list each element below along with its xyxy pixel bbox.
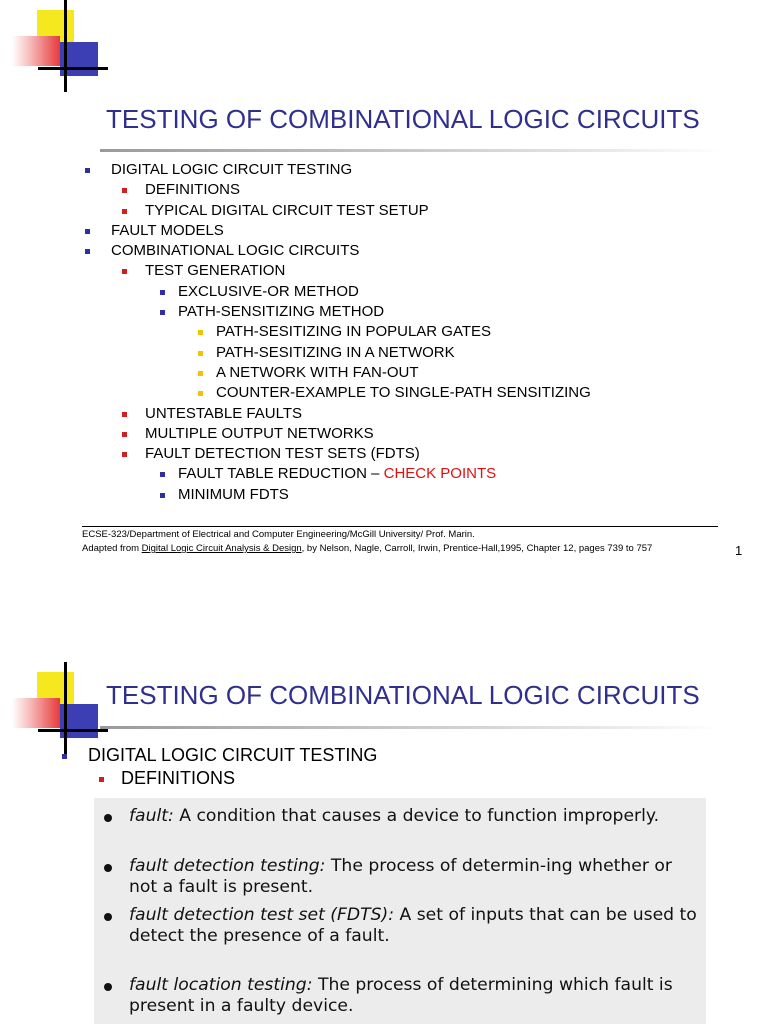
- outline-item: [0, 160, 591, 180]
- outline-item: [0, 464, 591, 484]
- outline-item-text: COUNTER-EXAMPLE TO SINGLE-PATH SENSITIZING: [216, 384, 591, 402]
- square-bullet-icon: [85, 249, 90, 254]
- round-bullet-icon: [104, 983, 112, 991]
- square-bullet-icon: [160, 493, 165, 498]
- footer-source-line: [82, 543, 652, 554]
- outline-item: [0, 363, 591, 383]
- slide-2: [0, 640, 768, 1024]
- outline-item: [0, 201, 591, 221]
- square-bullet-icon: [122, 188, 127, 193]
- outline-item: [0, 444, 591, 464]
- outline-item: [0, 180, 591, 200]
- square-bullet-icon: [85, 168, 90, 173]
- outline-item-text: A NETWORK WITH FAN-OUT: [216, 363, 419, 381]
- outline-item: [0, 302, 591, 322]
- footer-suffix: , by Nelson, Nagle, Carroll, Irwin, Prentice-Hall,1995, Chapter 12, pages 739 to 757: [301, 543, 653, 554]
- page-number: 1: [735, 543, 743, 558]
- square-bullet-icon: [160, 310, 165, 315]
- footer-divider: [82, 526, 718, 527]
- footer-book-title: Digital Logic Circuit Analysis & Design: [141, 543, 302, 554]
- subheading-text: DEFINITIONS: [121, 768, 236, 788]
- round-bullet-icon: [104, 864, 112, 872]
- outline-item-text: EXCLUSIVE-OR METHOD: [178, 282, 359, 300]
- square-bullet-icon: [99, 777, 104, 782]
- definition-body: A condition that causes a device to function improperly.: [173, 806, 660, 826]
- square-bullet-icon: [62, 754, 67, 759]
- outline-item-text: FAULT TABLE REDUCTION –: [178, 465, 384, 483]
- square-bullet-icon: [122, 209, 127, 214]
- outline-item-text: PATH-SESITIZING IN A NETWORK: [216, 343, 455, 361]
- outline-item-text: PATH-SENSITIZING METHOD: [178, 303, 385, 321]
- square-bullet-icon: [122, 452, 127, 457]
- footer-prefix: Adapted from: [82, 543, 142, 554]
- outline-item: [0, 343, 591, 363]
- definitions-scan: [94, 798, 706, 1024]
- outline-item-text: TEST GENERATION: [145, 262, 286, 280]
- definition-body: The process of determin-ing whether or not a fault is present.: [129, 856, 672, 897]
- definition-term: fault detection test set (FDTS):: [129, 905, 395, 925]
- square-bullet-icon: [160, 290, 165, 295]
- definition-text: [129, 975, 704, 1017]
- square-bullet-icon: [122, 432, 127, 437]
- square-bullet-icon: [85, 229, 90, 234]
- outline-list: [0, 160, 591, 505]
- square-bullet-icon: [122, 269, 127, 274]
- slide-1-title: TESTING OF COMBINATIONAL LOGIC CIRCUITS: [106, 104, 700, 134]
- round-bullet-icon: [104, 814, 112, 822]
- outline-item-text: FAULT DETECTION TEST SETS (FDTS): [145, 445, 420, 463]
- outline-item-text: COMBINATIONAL LOGIC CIRCUITS: [111, 242, 360, 260]
- slide-logo-decoration: [0, 0, 110, 110]
- outline-item-text: TYPICAL DIGITAL CIRCUIT TEST SETUP: [145, 201, 429, 219]
- outline-item: [0, 282, 591, 302]
- outline-item: [0, 485, 591, 505]
- definition-body: A set of inputs that can be used to detect the presence of a fault.: [129, 905, 697, 946]
- list-item: [0, 767, 377, 790]
- square-bullet-icon: [160, 472, 165, 477]
- outline-item: [0, 424, 591, 444]
- definition-term: fault detection testing:: [129, 856, 326, 876]
- list-item: [0, 744, 377, 767]
- definition-body: The process of determining which fault is present in a faulty device.: [129, 975, 673, 1016]
- square-bullet-icon: [198, 391, 203, 396]
- outline-item: [0, 221, 591, 241]
- outline-item-text: MINIMUM FDTS: [178, 485, 289, 503]
- outline-item: [0, 404, 591, 424]
- slide-2-title: TESTING OF COMBINATIONAL LOGIC CIRCUITS: [106, 680, 700, 710]
- square-bullet-icon: [198, 330, 203, 335]
- square-bullet-icon: [122, 412, 127, 417]
- outline-item-text: DIGITAL LOGIC CIRCUIT TESTING: [111, 161, 353, 178]
- square-bullet-icon: [198, 351, 203, 356]
- slide-2-outline: [0, 744, 377, 790]
- round-bullet-icon: [104, 913, 112, 921]
- outline-item-text: MULTIPLE OUTPUT NETWORKS: [145, 424, 374, 442]
- outline-item-text: DEFINITIONS: [145, 181, 241, 199]
- heading-text: DIGITAL LOGIC CIRCUIT TESTING: [88, 745, 378, 765]
- definition-text: [129, 905, 704, 947]
- title-divider: [100, 149, 720, 152]
- definition-term: fault location testing:: [129, 975, 313, 995]
- outline-item: [0, 383, 591, 403]
- outline-item-text: UNTESTABLE FAULTS: [145, 404, 302, 422]
- outline-item: [0, 261, 591, 281]
- footer-course-line: ECSE-323/Department of Electrical and Computer Engineering/McGill University/ Prof. Marin.: [82, 529, 475, 540]
- outline-item: [0, 241, 591, 261]
- definition-text: [129, 856, 704, 898]
- outline-item-text: FAULT MODELS: [111, 221, 224, 239]
- square-bullet-icon: [198, 371, 203, 376]
- title-divider: [100, 726, 720, 729]
- outline-item-text: PATH-SESITIZING IN POPULAR GATES: [216, 323, 492, 341]
- definition-term: fault:: [129, 806, 174, 826]
- outline-item-highlight: CHECK POINTS: [383, 465, 497, 483]
- definition-text: [129, 806, 704, 827]
- outline-item: [0, 322, 591, 342]
